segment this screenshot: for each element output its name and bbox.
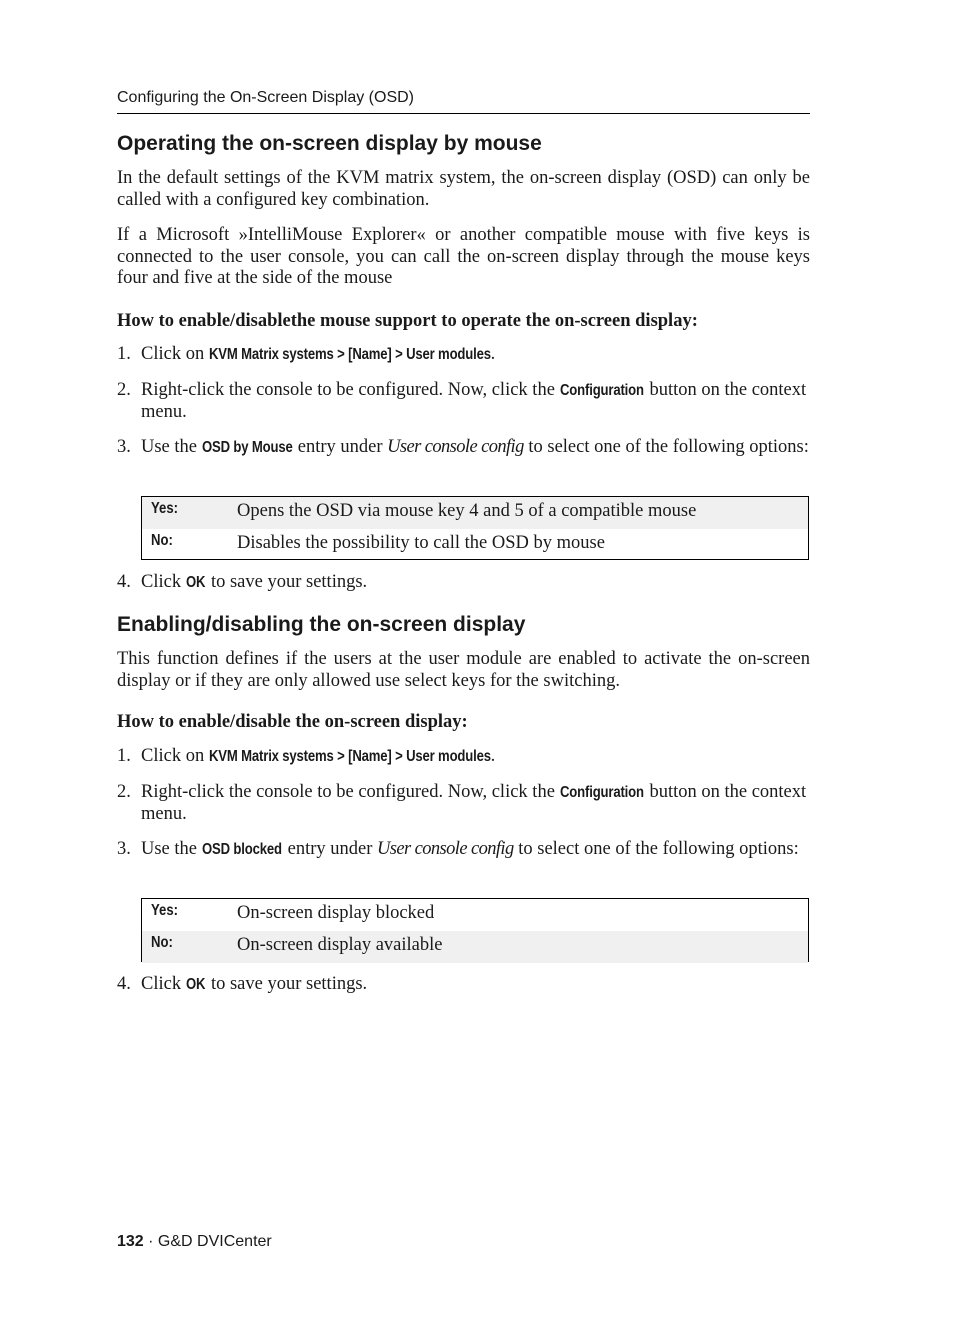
ok-button-label: OK	[185, 976, 206, 993]
step-number: 3.	[117, 839, 131, 859]
step-text: Right-click the console to be configured. Now, click the Configuration button on the context menu.	[141, 782, 807, 824]
step-number: 2.	[117, 782, 131, 802]
menu-path: KVM Matrix systems > [Name] > User modules	[208, 748, 491, 765]
step-text: Use the OSD by Mouse entry under User console config to select one of the following options:	[141, 437, 809, 457]
option-key: Yes:	[151, 902, 178, 919]
function-paragraph: This function defines if the users at the user module are enabled to activate the on-screen display or if they are only allowed use select keys for the switching.	[117, 649, 810, 691]
osd-by-mouse-entry: OSD by Mouse	[201, 439, 293, 456]
intro-paragraph: In the default settings of the KVM matrix system, the on-screen display (OSD) can only be called with a configured key combination.	[117, 168, 810, 210]
step-text: Click OK to save your settings.	[141, 974, 368, 994]
menu-path: KVM Matrix systems > [Name] > User modules	[208, 346, 491, 363]
section-heading-enable: Enabling/disabling the on-screen display	[117, 613, 526, 636]
option-key: No:	[151, 532, 173, 549]
table-row	[142, 497, 808, 529]
options-table	[141, 496, 809, 560]
step-text: Right-click the console to be configured. Now, click the Configuration button on the context menu.	[141, 380, 807, 422]
mouse-paragraph: If a Microsoft »IntelliMouse Explorer« or another compatible mouse with five keys is connected to the user console, you can call the on-screen display through the mouse keys four and five at the side of the mouse	[117, 225, 810, 288]
option-value: Disables the possibility to call the OSD by mouse	[237, 533, 605, 553]
section-heading-mouse: Operating the on-screen display by mouse	[117, 132, 542, 155]
step-text: Click on KVM Matrix systems > [Name] > User modules.	[141, 344, 496, 364]
step-text: Click OK to save your settings.	[141, 572, 368, 592]
howto-heading: How to enable/disablethe mouse support to operate the on-screen display:	[117, 311, 698, 331]
ok-button-label: OK	[185, 574, 206, 591]
step-number: 3.	[117, 437, 131, 457]
option-value: On-screen display available	[237, 935, 443, 955]
page-footer	[117, 1233, 272, 1251]
table-row	[142, 931, 808, 963]
configuration-button-label: Configuration	[559, 382, 644, 399]
configuration-button-label: Configuration	[559, 784, 644, 801]
step-number: 1.	[117, 746, 131, 766]
user-console-config-label: User console config	[377, 839, 514, 859]
footer-separator: ·	[143, 1233, 158, 1250]
option-key: No:	[151, 934, 173, 951]
running-header: Configuring the On-Screen Display (OSD)	[117, 89, 810, 114]
step-number: 4.	[117, 974, 131, 994]
step-text: Use the OSD blocked entry under User console config to select one of the following options:	[141, 839, 799, 859]
product-name: G&D DVICenter	[157, 1233, 272, 1250]
osd-blocked-entry: OSD blocked	[201, 841, 282, 858]
page-number: 132	[117, 1233, 144, 1250]
option-value: On-screen display blocked	[237, 903, 435, 923]
step-number: 2.	[117, 380, 131, 400]
table-row	[142, 529, 808, 561]
option-value: Opens the OSD via mouse key 4 and 5 of a compatible mouse	[237, 501, 697, 521]
option-key: Yes:	[151, 500, 178, 517]
howto-heading: How to enable/disable the on-screen display:	[117, 712, 468, 732]
table-row	[142, 899, 808, 931]
step-text: Click on KVM Matrix systems > [Name] > User modules.	[141, 746, 496, 766]
options-table	[141, 898, 809, 962]
step-number: 4.	[117, 572, 131, 592]
user-console-config-label: User console config	[387, 437, 524, 457]
step-number: 1.	[117, 344, 131, 364]
